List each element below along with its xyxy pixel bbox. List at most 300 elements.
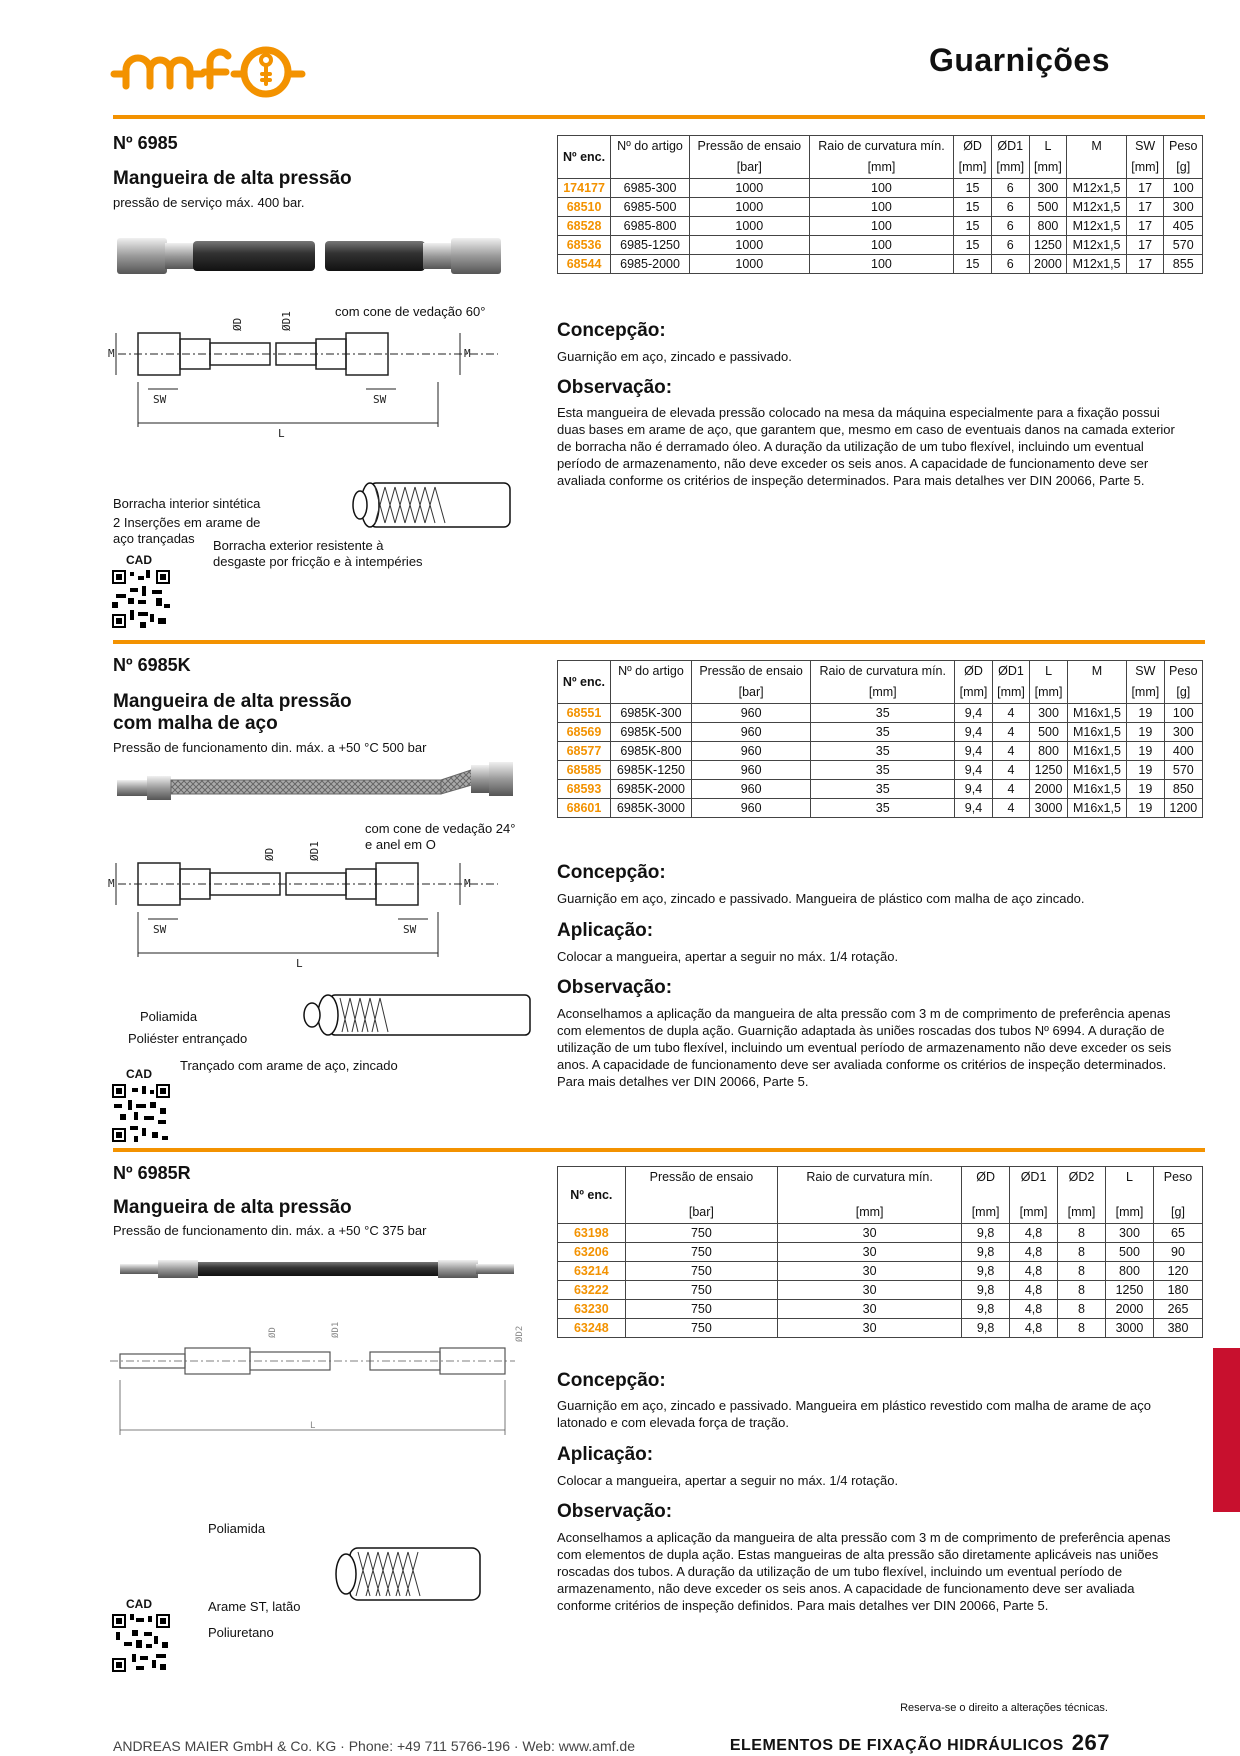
svg-text:L: L [310, 1421, 316, 1431]
col-unit: [mm] [1126, 157, 1164, 179]
col-header: L [1105, 1167, 1153, 1203]
table-row [558, 761, 1203, 780]
table-cell: M16x1,5 [1067, 742, 1126, 761]
layer-label: aço trançadas [113, 531, 195, 546]
table-row [558, 1224, 1203, 1243]
table-cell: 9,4 [955, 780, 993, 799]
table-cell: 35 [811, 799, 955, 818]
table-cell: 19 [1127, 780, 1165, 799]
footer-company: ANDREAS MAIER GmbH & Co. KG · Phone: +49 711 5766-196 · Web: www.amf.de [113, 1738, 635, 1754]
order-number-link[interactable]: 63248 [558, 1319, 626, 1338]
table-cell: 90 [1153, 1243, 1202, 1262]
cad-qr-code[interactable] [112, 1614, 170, 1672]
table-cell: 8 [1058, 1319, 1106, 1338]
cad-label: CAD [126, 553, 152, 567]
layer-label: Trançado com arame de aço, zincado [180, 1058, 398, 1073]
col-unit [611, 157, 690, 179]
table-cell: 4 [992, 799, 1030, 818]
layer-label: 2 Inserções em arame de [113, 515, 261, 530]
spec-table-6985K [557, 660, 1203, 818]
table-cell: 100 [809, 255, 954, 274]
block-heading: Concepção: [557, 1370, 666, 1391]
table-cell: 500 [1105, 1243, 1153, 1262]
table-row [558, 1262, 1203, 1281]
section-subtitle: Pressão de funcionamento din. máx. a +50 °C 375 bar [113, 1223, 427, 1238]
table-cell: 750 [625, 1262, 777, 1281]
col-unit: [mm] [1058, 1202, 1106, 1224]
table-cell: 19 [1127, 742, 1165, 761]
layer-label: Poliamida [140, 1009, 198, 1024]
table-cell: 2000 [1105, 1300, 1153, 1319]
col-unit: [mm] [809, 157, 954, 179]
col-header: Peso [1153, 1167, 1202, 1203]
table-cell: 19 [1127, 723, 1165, 742]
table-cell: 750 [625, 1243, 777, 1262]
col-header: L [1030, 661, 1068, 683]
col-header: ØD1 [991, 136, 1029, 158]
block-heading: Concepção: [557, 320, 666, 341]
table-cell: 65 [1153, 1224, 1202, 1243]
table-cell: 380 [1153, 1319, 1202, 1338]
table-cell: 9,8 [962, 1300, 1010, 1319]
table-cell: 4,8 [1010, 1281, 1058, 1300]
section-divider [113, 640, 1205, 644]
col-header: Nº enc. [558, 661, 611, 704]
table-cell: 300 [1029, 179, 1067, 198]
col-unit: [g] [1164, 682, 1202, 704]
table-cell: 8 [1058, 1224, 1106, 1243]
section-divider [113, 115, 1205, 119]
table-cell: 6985K-2000 [610, 780, 691, 799]
block-text: Esta mangueira de elevada pressão colocado na mesa da máquina especialmente para a fixação possui duas bases em arame de aço, que garantem que, mesmo em caso de eventuais danos na camada exterior de borracha não é derramado óleo. A duração da utilização de um tubo flexível, incluindo um eventual período de armazenamento, não deve exceder os seis anos. A capacidade de funcionamento deve ser avaliada conforme os critérios de inspeção determinados. Para mais detalhes ver DIN 20066, Parte 5. [557, 405, 1175, 488]
col-header: SW [1126, 136, 1164, 158]
table-row [558, 1300, 1203, 1319]
table-cell: 9,4 [955, 723, 993, 742]
block-text: Guarnição em aço, zincado e passivado. [557, 349, 792, 364]
table-cell: 17 [1126, 198, 1164, 217]
layer-label: Arame ST, latão [208, 1599, 301, 1614]
col-unit: [mm] [955, 682, 993, 704]
block-heading: Observação: [557, 977, 673, 998]
order-number-link[interactable]: 63198 [558, 1224, 626, 1243]
layer-label: desgaste por fricção e à intempéries [213, 554, 423, 569]
hose-layers-6985K [280, 990, 540, 1045]
cad-label: CAD [126, 1597, 152, 1611]
svg-text:SW: SW [153, 393, 167, 406]
layer-label: Borracha interior sintética [113, 496, 261, 511]
block-text: Guarnição em aço, zincado e passivado. Mangueira em plástico revestido com malha de arame de aço latonado e com elevada força de tração. [557, 1398, 1151, 1430]
page-title: Guarnições [928, 42, 1110, 78]
table-row [558, 236, 1203, 255]
table-cell: 960 [691, 704, 810, 723]
chapter-tab [1213, 1348, 1240, 1512]
table-cell: 15 [954, 198, 992, 217]
col-header: M [1067, 136, 1127, 158]
cad-label: CAD [126, 1067, 152, 1081]
table-cell: 400 [1164, 742, 1202, 761]
block-heading: Observação: [557, 1501, 673, 1522]
table-cell: 3000 [1105, 1319, 1153, 1338]
svg-text:M: M [464, 877, 471, 890]
table-cell: 8 [1058, 1281, 1106, 1300]
table-cell: 500 [1029, 198, 1067, 217]
table-row [558, 704, 1203, 723]
col-header: Peso [1164, 136, 1203, 158]
table-cell: 4,8 [1010, 1262, 1058, 1281]
amf-logo [110, 40, 310, 100]
cad-qr-code[interactable] [112, 570, 170, 628]
table-cell: 750 [625, 1281, 777, 1300]
table-cell: 4,8 [1010, 1243, 1058, 1262]
svg-text:ØD1: ØD1 [331, 1321, 341, 1338]
svg-text:ØD: ØD [268, 1327, 278, 1338]
table-cell: 300 [1105, 1224, 1153, 1243]
table-cell: 1250 [1105, 1281, 1153, 1300]
col-header: Nº enc. [558, 136, 611, 179]
layer-label: Borracha exterior resistente à [213, 538, 384, 553]
table-cell: 30 [778, 1281, 962, 1300]
table-cell: 300 [1030, 704, 1068, 723]
table-cell: 17 [1126, 217, 1164, 236]
block-text: Guarnição em aço, zincado e passivado. Mangueira de plástico com malha de aço zincado. [557, 891, 1085, 906]
table-cell: 6985K-800 [610, 742, 691, 761]
svg-text:L: L [296, 957, 303, 970]
table-cell: 3000 [1030, 799, 1068, 818]
table-cell: 9,4 [955, 704, 993, 723]
hose-photo-6985 [115, 222, 505, 292]
table-cell: 9,8 [962, 1224, 1010, 1243]
table-cell: 1000 [689, 255, 809, 274]
table-row [558, 799, 1203, 818]
table-cell: 8 [1058, 1262, 1106, 1281]
table-cell: 750 [625, 1300, 777, 1319]
col-unit: [bar] [691, 682, 810, 704]
table-cell: 19 [1127, 761, 1165, 780]
block-heading: Aplicação: [557, 1444, 654, 1465]
svg-text:M: M [108, 347, 115, 360]
table-cell: 300 [1164, 723, 1202, 742]
technical-drawing-6985R [110, 1300, 525, 1440]
table-cell: 750 [625, 1224, 777, 1243]
table-row [558, 179, 1203, 198]
order-number-link[interactable]: 68577 [558, 742, 611, 761]
layer-label: Poliamida [208, 1521, 266, 1536]
section-number: Nº 6985 [113, 133, 178, 153]
col-header: ØD [955, 661, 993, 683]
table-cell: 35 [811, 780, 955, 799]
table-cell: M16x1,5 [1067, 704, 1126, 723]
col-header: Pressão de ensaio [691, 661, 810, 683]
hose-layers-6985R [330, 1540, 490, 1610]
footer-category-label: ELEMENTOS DE FIXAÇÃO HIDRÁULICOS [729, 1737, 1064, 1754]
table-cell: 6 [991, 236, 1029, 255]
block-text: Aconselhamos a aplicação da mangueira de alta pressão com 3 m de comprimento de preferência apenas com elementos de dupla ação. Guarnição adaptada às uniões roscadas dos tubos Nº 6994. A duração de utilização de um tubo flexível, incluindo um eventual período de armazenamento não deve exceder os seis anos. A capacidade de funcionamento deve ser avaliada conforme os critérios de inspeção determinados. Para mais detalhes ver DIN 20066, Parte 5. [557, 1006, 1172, 1089]
table-cell: 100 [809, 179, 954, 198]
footer-category [730, 1730, 1110, 1756]
table-cell: 30 [778, 1243, 962, 1262]
table-cell: 4,8 [1010, 1319, 1058, 1338]
order-number-link[interactable]: 68585 [558, 761, 611, 780]
table-cell: 960 [691, 761, 810, 780]
table-cell: 6985K-500 [610, 723, 691, 742]
table-cell: 35 [811, 761, 955, 780]
table-cell: 9,8 [962, 1262, 1010, 1281]
table-cell: 570 [1164, 236, 1203, 255]
table-cell: 300 [1164, 198, 1203, 217]
col-unit: [mm] [954, 157, 992, 179]
table-cell: 15 [954, 217, 992, 236]
table-cell: M12x1,5 [1067, 217, 1127, 236]
col-header: Raio de curvatura mín. [778, 1167, 962, 1203]
table-cell: 800 [1029, 217, 1067, 236]
col-unit: [mm] [1030, 682, 1068, 704]
table-cell: M16x1,5 [1067, 780, 1126, 799]
table-cell: 9,8 [962, 1243, 1010, 1262]
hose-layers-6985 [330, 475, 530, 545]
block-heading: Observação: [557, 377, 673, 398]
col-unit: [mm] [992, 682, 1030, 704]
spec-table-6985R [557, 1166, 1203, 1338]
block-text: Colocar a mangueira, apertar a seguir no máx. 1/4 rotação. [557, 1473, 899, 1488]
table-cell: 4 [992, 761, 1030, 780]
col-unit [1067, 157, 1127, 179]
table-row [558, 255, 1203, 274]
table-cell: 4,8 [1010, 1300, 1058, 1319]
block-text: Aconselhamos a aplicação da mangueira de alta pressão com 3 m de comprimento de preferência apenas com elementos de dupla ação. Estas mangueiras de alta pressão são diretamente aplicáveis nas uniões roscadas dos tubos. A duração da utilização de um tubo flexível, incluindo um eventual período de armazenamento, não deve exceder os seis anos. A capacidade de funcionamento deve ser avaliada conforme critérios de inspeção definidos. Para mais detalhes ver DIN 20066, Parte 5. [557, 1530, 1171, 1613]
order-number-link[interactable]: 68551 [558, 704, 611, 723]
table-cell: 180 [1153, 1281, 1202, 1300]
table-cell: M12x1,5 [1067, 255, 1127, 274]
svg-text:SW: SW [373, 393, 387, 406]
svg-text:ØD: ØD [263, 847, 276, 861]
section-divider [113, 1148, 1205, 1152]
col-unit: [mm] [991, 157, 1029, 179]
table-cell: 6 [991, 217, 1029, 236]
table-cell: 100 [1164, 704, 1202, 723]
svg-text:ØD: ØD [231, 317, 244, 331]
table-cell: 15 [954, 179, 992, 198]
table-cell: 35 [811, 704, 955, 723]
table-cell: 1250 [1030, 761, 1068, 780]
col-unit: [g] [1153, 1202, 1202, 1224]
table-cell: 6985K-3000 [610, 799, 691, 818]
order-number-link[interactable]: 68528 [558, 217, 611, 236]
table-cell: 30 [778, 1262, 962, 1281]
order-number-link[interactable]: 68593 [558, 780, 611, 799]
col-header: Nº enc. [558, 1167, 626, 1224]
table-cell: 6985K-300 [610, 704, 691, 723]
table-row [558, 1243, 1203, 1262]
col-unit: [mm] [1010, 1202, 1058, 1224]
table-row [558, 1319, 1203, 1338]
table-cell: 17 [1126, 255, 1164, 274]
order-number-link[interactable]: 63214 [558, 1262, 626, 1281]
table-cell: M16x1,5 [1067, 761, 1126, 780]
table-row [558, 742, 1203, 761]
table-cell: 4 [992, 723, 1030, 742]
col-unit [610, 682, 691, 704]
table-cell: 850 [1164, 780, 1202, 799]
table-cell: 15 [954, 236, 992, 255]
col-unit: [mm] [962, 1202, 1010, 1224]
table-cell: 6985-500 [611, 198, 690, 217]
table-cell: 35 [811, 723, 955, 742]
table-cell: 2000 [1030, 780, 1068, 799]
table-cell: M12x1,5 [1067, 198, 1127, 217]
table-row [558, 723, 1203, 742]
table-cell: 100 [1164, 179, 1203, 198]
col-unit: [mm] [778, 1202, 962, 1224]
table-cell: 4,8 [1010, 1224, 1058, 1243]
col-header: Pressão de ensaio [689, 136, 809, 158]
drawing-note: com cone de vedação 60° [335, 304, 486, 319]
table-cell: 6985-2000 [611, 255, 690, 274]
col-header: ØD1 [1010, 1167, 1058, 1203]
col-header: SW [1127, 661, 1165, 683]
layer-label: Poliéster entrançado [128, 1031, 248, 1046]
section-title: Mangueira de alta pressão [113, 168, 352, 189]
table-cell: 9,4 [955, 799, 993, 818]
table-cell: 800 [1105, 1262, 1153, 1281]
col-header: Pressão de ensaio [625, 1167, 777, 1203]
col-unit: [mm] [1029, 157, 1067, 179]
svg-text:M: M [108, 877, 115, 890]
hose-photo-6985K [115, 760, 515, 810]
table-cell: 800 [1030, 742, 1068, 761]
col-header: L [1029, 136, 1067, 158]
col-header: Raio de curvatura mín. [809, 136, 954, 158]
table-cell: M12x1,5 [1067, 179, 1127, 198]
table-cell: 8 [1058, 1300, 1106, 1319]
order-number-link[interactable]: 68569 [558, 723, 611, 742]
col-unit: [bar] [689, 157, 809, 179]
col-header: M [1067, 661, 1126, 683]
col-header: Raio de curvatura mín. [811, 661, 955, 683]
table-cell: 1000 [689, 236, 809, 255]
table-cell: 17 [1126, 236, 1164, 255]
order-number-link[interactable]: 68510 [558, 198, 611, 217]
table-cell: 960 [691, 780, 810, 799]
table-cell: 4 [992, 704, 1030, 723]
table-cell: 6985K-1250 [610, 761, 691, 780]
table-cell: 30 [778, 1224, 962, 1243]
svg-text:ØD1: ØD1 [280, 311, 293, 331]
table-cell: 6 [991, 198, 1029, 217]
table-cell: 19 [1127, 704, 1165, 723]
table-cell: 9,8 [962, 1319, 1010, 1338]
section-number: Nº 6985K [113, 655, 191, 675]
col-unit: [g] [1164, 157, 1203, 179]
table-cell: 1200 [1164, 799, 1202, 818]
section-title: com malha de aço [113, 713, 278, 734]
section-number: Nº 6985R [113, 1163, 191, 1183]
reserve-note: Reserva-se o direito a alterações técnicas. [900, 1702, 1108, 1714]
table-cell: 960 [691, 742, 810, 761]
order-number-link[interactable]: 63206 [558, 1243, 626, 1262]
section-title: Mangueira de alta pressão [113, 1197, 352, 1218]
col-header: Nº do artigo [610, 661, 691, 683]
spec-table-6985 [557, 135, 1203, 274]
table-cell: 1000 [689, 198, 809, 217]
table-cell: 4 [992, 780, 1030, 799]
table-cell: 960 [691, 799, 810, 818]
col-unit: [mm] [811, 682, 955, 704]
block-heading: Concepção: [557, 862, 666, 883]
table-row [558, 780, 1203, 799]
table-cell: 2000 [1029, 255, 1067, 274]
table-cell: 9,4 [955, 761, 993, 780]
table-cell: 960 [691, 723, 810, 742]
table-cell: 35 [811, 742, 955, 761]
table-cell: 570 [1164, 761, 1202, 780]
table-cell: M12x1,5 [1067, 236, 1127, 255]
order-number-link[interactable]: 68536 [558, 236, 611, 255]
table-cell: 6985-300 [611, 179, 690, 198]
table-cell: 6985-1250 [611, 236, 690, 255]
table-cell: 30 [778, 1319, 962, 1338]
cad-qr-code[interactable] [112, 1084, 170, 1142]
svg-text:SW: SW [153, 923, 167, 936]
order-number-link[interactable]: 68544 [558, 255, 611, 274]
col-unit: [mm] [1127, 682, 1165, 704]
table-cell: 19 [1127, 799, 1165, 818]
svg-text:SW: SW [403, 923, 417, 936]
table-cell: 17 [1126, 179, 1164, 198]
table-cell: 6 [991, 179, 1029, 198]
col-header: ØD [954, 136, 992, 158]
table-cell: 100 [809, 236, 954, 255]
order-number-link[interactable]: 68601 [558, 799, 611, 818]
block-text: Colocar a mangueira, apertar a seguir no máx. 1/4 rotação. [557, 949, 899, 964]
drawing-note: com cone de vedação 24° [365, 821, 516, 836]
order-number-link[interactable]: 63222 [558, 1281, 626, 1300]
col-header: ØD2 [1058, 1167, 1106, 1203]
order-number-link[interactable]: 174177 [558, 179, 611, 198]
table-cell: 9,8 [962, 1281, 1010, 1300]
table-cell: 855 [1164, 255, 1203, 274]
table-cell: 265 [1153, 1300, 1202, 1319]
col-unit: [bar] [625, 1202, 777, 1224]
table-cell: 1250 [1029, 236, 1067, 255]
table-row [558, 1281, 1203, 1300]
table-cell: 100 [809, 198, 954, 217]
table-cell: 6985-800 [611, 217, 690, 236]
svg-text:ØD2: ØD2 [515, 1325, 525, 1342]
table-cell: 405 [1164, 217, 1203, 236]
order-number-link[interactable]: 63230 [558, 1300, 626, 1319]
table-cell: 1000 [689, 179, 809, 198]
col-header: Peso [1164, 661, 1202, 683]
table-cell: 750 [625, 1319, 777, 1338]
svg-text:L: L [278, 427, 285, 440]
table-cell: 4 [992, 742, 1030, 761]
table-row [558, 198, 1203, 217]
hose-photo-6985R [118, 1250, 518, 1290]
drawing-note: e anel em O [365, 837, 436, 852]
col-unit [1067, 682, 1126, 704]
col-header: Nº do artigo [611, 136, 690, 158]
section-title: Mangueira de alta pressão [113, 691, 352, 712]
table-cell: 6 [991, 255, 1029, 274]
col-header: ØD1 [992, 661, 1030, 683]
table-cell: 8 [1058, 1243, 1106, 1262]
table-row [558, 217, 1203, 236]
block-heading: Aplicação: [557, 920, 654, 941]
svg-text:M: M [464, 347, 471, 360]
section-subtitle: pressão de serviço máx. 400 bar. [113, 195, 305, 210]
table-cell: 30 [778, 1300, 962, 1319]
table-cell: 9,4 [955, 742, 993, 761]
